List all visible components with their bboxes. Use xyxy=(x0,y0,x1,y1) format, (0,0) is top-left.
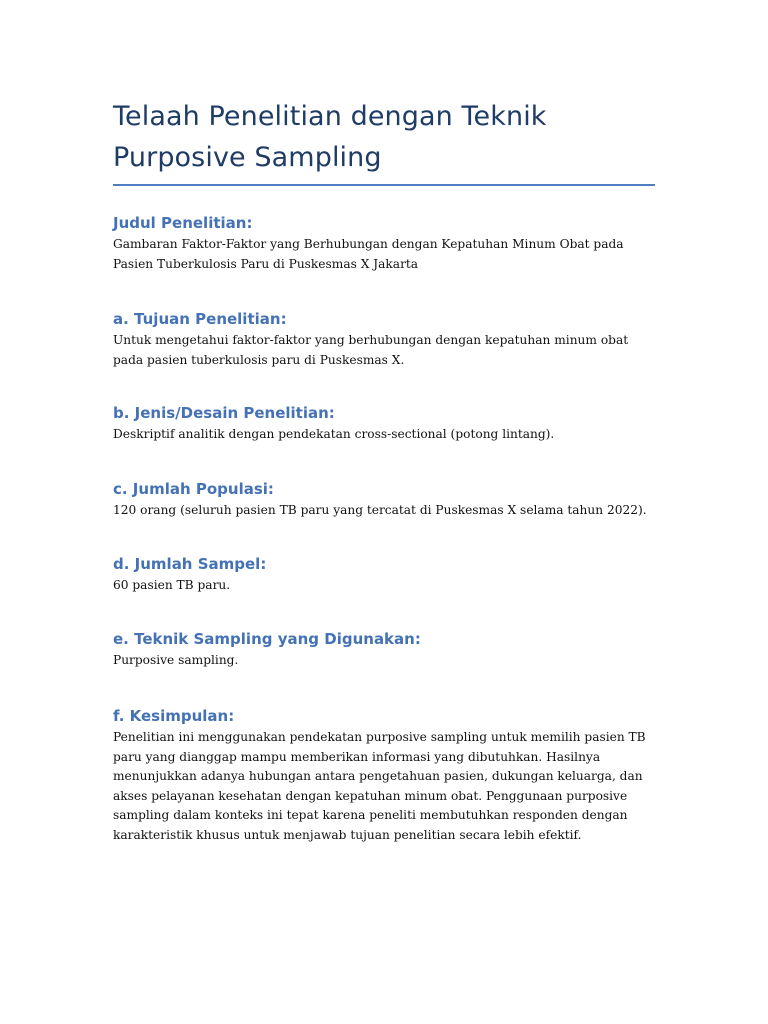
document-title: Telaah Penelitian dengan Teknik Purposive Sampling xyxy=(113,101,547,173)
section-heading: a. Tujuan Penelitian: xyxy=(113,310,287,328)
section-body: Purposive sampling. xyxy=(113,653,239,667)
section-heading: d. Jumlah Sampel: xyxy=(113,555,267,573)
section-heading: f. Kesimpulan: xyxy=(113,707,235,725)
section-body: Penelitian ini menggunakan pendekatan purposive sampling untuk memilih pasien TB paru yang dianggap mampu memberikan informasi yang dibutuhkan. Hasilnya menunjukkan adanya hubungan antara pengetahuan pasien, dukungan keluarga, dan akses pelayanan kesehatan dengan kepatuhan minum obat. Penggunaan purposive sampling dalam konteks ini tepat karena peneliti membutuhkan responden dengan karakteristik khusus untuk menjawab tujuan penelitian secara lebih efektif. xyxy=(113,730,646,842)
section-jumlah-sampel xyxy=(113,554,655,596)
section-teknik-sampling xyxy=(113,629,655,671)
section-body: 60 pasien TB paru. xyxy=(113,578,231,592)
title-underline-rule xyxy=(113,184,655,186)
section-heading: Judul Penelitian: xyxy=(113,214,253,232)
section-judul-penelitian xyxy=(113,213,655,274)
section-jumlah-populasi xyxy=(113,479,655,521)
section-heading: c. Jumlah Populasi: xyxy=(113,480,274,498)
section-body: Gambaran Faktor-Faktor yang Berhubungan dengan Kepatuhan Minum Obat pada Pasien Tuberkulosis Paru di Puskesmas X Jakarta xyxy=(113,237,624,271)
section-jenis-desain-penelitian xyxy=(113,403,655,445)
section-heading: e. Teknik Sampling yang Digunakan: xyxy=(113,630,421,648)
section-heading: b. Jenis/Desain Penelitian: xyxy=(113,404,335,422)
document-page xyxy=(113,96,655,842)
section-body: Untuk mengetahui faktor-faktor yang berhubungan dengan kepatuhan minum obat pada pasien tuberkulosis paru di Puskesmas X. xyxy=(113,333,629,367)
section-body: Deskriptif analitik dengan pendekatan cross-sectional (potong lintang). xyxy=(113,427,555,441)
section-body: 120 orang (seluruh pasien TB paru yang tercatat di Puskesmas X selama tahun 2022). xyxy=(113,503,647,517)
section-kesimpulan xyxy=(113,706,655,845)
section-tujuan-penelitian xyxy=(113,309,655,370)
